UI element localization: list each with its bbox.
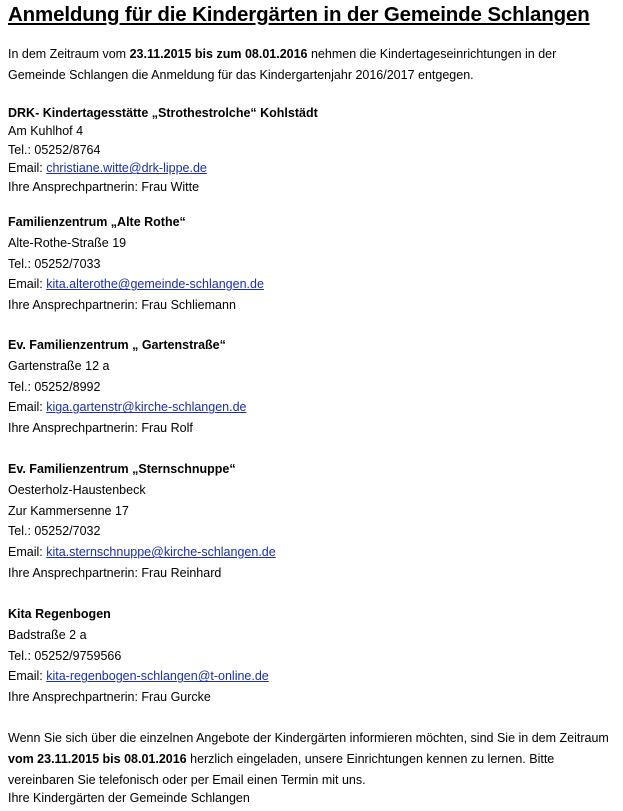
email-label: Email: (8, 161, 47, 176)
kindergarten-email-line (8, 666, 616, 687)
intro-text-2: nehmen die Kindertageseinrichtungen in der Gemeinde Schlangen die Anmeldung für das Kindergartenjahr 2016/2017 entgegen. (8, 47, 557, 82)
email-link[interactable]: kita.alterothe@gemeinde-schlangen.de (46, 277, 264, 292)
outro-end-date: 08.01.2016 (124, 752, 187, 766)
email-label: Email: (8, 400, 47, 415)
email-label: Email: (8, 669, 47, 684)
outro-text-2: herzlich eingeladen, unsere Einrichtungen kennen zu lernen. Bitte vereinbaren Sie telefonisch oder per Email einen Termin mit uns. (8, 752, 555, 787)
kindergarten-address-line: Oesterholz-Haustenbeck (8, 482, 146, 497)
email-link[interactable]: kita-regenbogen-schlangen@t-online.de (46, 669, 269, 684)
kindergarten-address-line: Zur Kammersenne 17 (8, 503, 129, 518)
intro-start-date: 23.11.2015 (129, 47, 192, 61)
kindergarten-phone: Tel.: 05252/7032 (8, 524, 101, 539)
outro-paragraph (8, 728, 616, 791)
kindergarten-name: DRK- Kindertagesstätte „Strothestrolche“ Kohlstädt (8, 106, 318, 120)
document-title: Anmeldung für die Kindergärten in der Gemeinde Schlangen (8, 3, 590, 26)
kindergarten-phone: Tel.: 05252/8992 (8, 379, 101, 394)
kindergarten-email-line (8, 397, 616, 418)
kindergarten-email-line (8, 542, 616, 563)
kindergarten-contact: Ihre Ansprechpartnerin: Frau Gurcke (8, 690, 211, 705)
kindergarten-phone: Tel.: 05252/7033 (8, 256, 101, 271)
kindergarten-name: Ev. Familienzentrum „ Gartenstraße“ (8, 338, 226, 352)
kindergarten-entry (8, 604, 616, 708)
kindergarten-address-line: Am Kuhlhof 4 (8, 124, 84, 139)
kindergarten-address-line: Badstraße 2 a (8, 627, 87, 642)
outro-start-date: vom 23.11.2015 (8, 752, 100, 766)
email-link[interactable]: kita.sternschnuppe@kirche-schlangen.de (46, 545, 276, 560)
intro-paragraph (8, 44, 616, 86)
intro-bis-zum: bis zum (191, 47, 245, 61)
kindergarten-name: Kita Regenbogen (8, 607, 111, 621)
outro-text-1: Wenn Sie sich über die einzelnen Angebote der Kindergärten informieren möchten, sind Sie in dem Zeitraum (8, 731, 609, 745)
intro-end-date: 08.01.2016 (244, 47, 308, 61)
kindergarten-contact: Ihre Ansprechpartnerin: Frau Reinhard (8, 565, 222, 580)
kindergarten-name: Familienzentrum „Alte Rothe“ (8, 215, 186, 229)
kindergarten-name: Ev. Familienzentrum „Sternschnuppe“ (8, 462, 236, 476)
kindergarten-email-line (8, 274, 616, 295)
email-link[interactable]: kiga.gartenstr@kirche-schlangen.de (46, 400, 247, 415)
kindergarten-contact: Ihre Ansprechpartnerin: Frau Rolf (8, 421, 193, 436)
email-link[interactable]: christiane.witte@drk-lippe.de (46, 161, 207, 176)
outro-bis: bis (102, 752, 121, 766)
kindergarten-contact: Ihre Ansprechpartnerin: Frau Schliemann (8, 298, 236, 313)
intro-text-1: In dem Zeitraum vom (8, 47, 130, 61)
kindergarten-email-line (8, 159, 616, 177)
kindergarten-entry (8, 212, 616, 316)
kindergarten-address-line: Alte-Rothe-Straße 19 (8, 235, 127, 250)
kindergarten-entry (8, 104, 616, 196)
kindergarten-entry (8, 335, 616, 439)
kindergarten-address-line: Gartenstraße 12 a (8, 358, 110, 373)
kindergarten-entry (8, 459, 616, 584)
email-label: Email: (8, 277, 47, 292)
kindergarten-phone: Tel.: 05252/8764 (8, 142, 101, 157)
kindergarten-contact: Ihre Ansprechpartnerin: Frau Witte (8, 179, 200, 194)
signature: Ihre Kindergärten der Gemeinde Schlangen (8, 791, 250, 805)
kindergarten-phone: Tel.: 05252/9759566 (8, 648, 122, 663)
email-label: Email: (8, 545, 47, 560)
